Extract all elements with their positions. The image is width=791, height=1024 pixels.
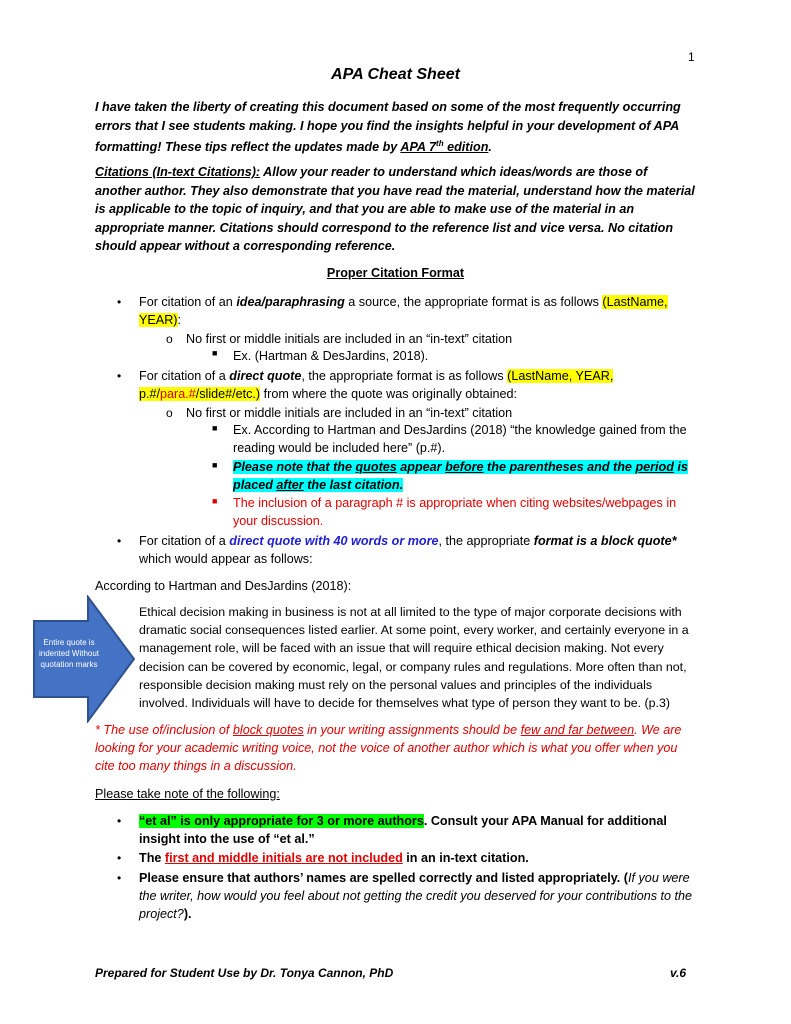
note-part: the last citation. [303,478,404,492]
b2-format-b3: /slide#/etc.) [195,387,261,401]
citations-heading: Citations (In-text Citations): [95,165,261,179]
bullet-dot-icon: • [117,814,122,828]
b3-em2: format is a block quote* [533,534,677,548]
bullet3-text [139,532,699,568]
square-bullet-icon: ■ [212,460,218,470]
b1-post: a source, the appropriate format is as follows [344,295,603,309]
note3 [139,869,699,923]
b2-em: direct quote [229,369,302,383]
page-number: 1 [688,50,695,64]
block-quote: Ethical decision making in business is not at all limited to the type of major corporate decisions with dramatic social consequences listed earlier. At some point, every worker, and certainly everyone in a management role, will be faced with an issue that will require ethical decision making. Not every decision can be covered by economic, legal, or company rules and regulations. More often than not, responsible decision making must rely on the personal values and principles of the individuals involved. Individuals will have to decide for themselves what type of person they want to be. (p.3) [139,605,689,711]
note1-hl: “et al” is only appropriate for 3 or more authors [139,814,424,828]
bullet-dot-icon: • [117,851,122,865]
b2-red-note [233,494,703,530]
square-bullet-icon: ■ [212,348,218,358]
square-bullet-icon: ■ [212,423,218,433]
note2-b: first and middle initials are not included [164,851,403,865]
bq-d: few and far between [520,723,635,737]
note3-b: If you were the writer, how would you feel about not getting the credit you deserved for your contributions to the project? [139,871,693,921]
note-part: is [673,460,688,474]
b2-note [233,458,703,494]
citations-paragraph [95,163,695,256]
intro-end: . [488,140,492,155]
intro-paragraph [95,98,695,157]
b3-pre: For citation of a [139,534,230,548]
b1-pre: For citation of an [139,295,237,309]
b1-colon: : [177,313,181,327]
note-part: before [445,460,484,474]
footer-credit: Prepared for Student Use by Dr. Tonya Cannon, PhD [95,966,394,980]
bullet2-text [139,367,699,403]
edition-post: edition [443,140,489,155]
note-part: appear [396,460,446,474]
arrow-label: Entire quote is indented Without quotation marks [38,638,100,669]
sub-bullet-icon: o [166,406,173,420]
note1-rest: . Consult your APA Manual for additional insight into the use of “et al.” [139,814,667,846]
b1-subsub: Ex. (Hartman & DesJardins, 2018). [233,349,429,363]
note2 [139,849,699,867]
b2-ex-a: Ex. According to Hartman and DesJardins (2018) “the knowledge gained from the [233,423,687,437]
b2-ex-b: reading would be included here” (p.#). [233,441,446,455]
b2-format-a: (LastName, YEAR, [507,369,614,383]
note-part: after [276,478,304,492]
red-a: The inclusion of a paragraph # is appropriate when citing websites/webpages in [233,496,677,510]
note-part: the parentheses and the [483,460,636,474]
bullet-dot-icon: • [117,295,122,309]
note2-a: The [139,851,165,865]
b2-format-b2: para.# [160,387,196,401]
note1 [139,812,699,848]
bullet-dot-icon: • [117,534,122,548]
note-part: period [635,460,674,474]
bq-c: in your writing assignments should be [303,723,521,737]
bq-e: . We are looking for your academic writing voice, not the voice of another author which is what you offer when you cite too many things in a discussion. [95,723,682,773]
bullet1-text [139,293,699,329]
bq-a: * The use of/inclusion of [95,723,233,737]
b3-line2: which would appear as follows: [139,552,313,566]
intro-text: I have taken the liberty of creating this document based on some of the most frequently occurring errors that I see students making. I hope you find the insights helpful in your development of APA formatting! These tips reflect the updates made by [95,100,681,155]
bq-b: block quotes [232,723,304,737]
b2-post: , the appropriate format is as follows [301,369,508,383]
b1-em: idea/paraphrasing [236,295,345,309]
footer-version: v.6 [670,966,687,980]
citations-body: Allow your reader to understand which ideas/words are those of another author. They also demonstrate that you have read the material, understand how the material is applicable to the topic of inquiry, and that you are able to make use of the material in an appropriate manner. Citations should correspond to the reference list and vice versa. No citation should appear without a corresponding reference. [95,165,695,253]
bullet-dot-icon: • [117,369,122,383]
take-note-heading: Please take note of the following: [95,787,280,801]
apa-edition [400,140,488,154]
section-title: Proper Citation Format [326,266,465,280]
b2-tail: from where the quote was originally obtained: [260,387,518,401]
edition-sup: th [436,139,444,148]
b2-sub: No first or middle initials are included in an “in-text” citation [186,406,513,420]
b2-format-b1: p.#/ [139,387,161,401]
page-title: APA Cheat Sheet [331,66,460,83]
note2-c: in an in-text citation. [402,851,529,865]
b2-example [233,421,703,457]
sub-bullet-icon: o [166,332,173,346]
note-part: placed [233,478,277,492]
note-part: Please note that the [233,460,356,474]
block-quote-note [95,721,695,775]
b1-format-a: (LastName, [602,295,668,309]
bullet-dot-icon: • [117,871,122,885]
b1-sub: No first or middle initials are included in an “in-text” citation [186,332,513,346]
square-bullet-icon: ■ [212,496,218,506]
red-b: your discussion. [233,514,324,528]
note3-c: ). [183,907,192,921]
b1-format-b: YEAR) [139,313,178,327]
note-part: quotes [355,460,397,474]
according-line: According to Hartman and DesJardins (2018): [95,579,352,593]
b2-pre: For citation of a [139,369,230,383]
edition-main: APA 7 [400,140,437,155]
b3-mid: , the appropriate [438,534,534,548]
b3-em: direct quote with 40 words or more [229,534,439,548]
note3-a: Please ensure that authors’ names are spelled correctly and listed appropriately. ( [139,871,629,885]
